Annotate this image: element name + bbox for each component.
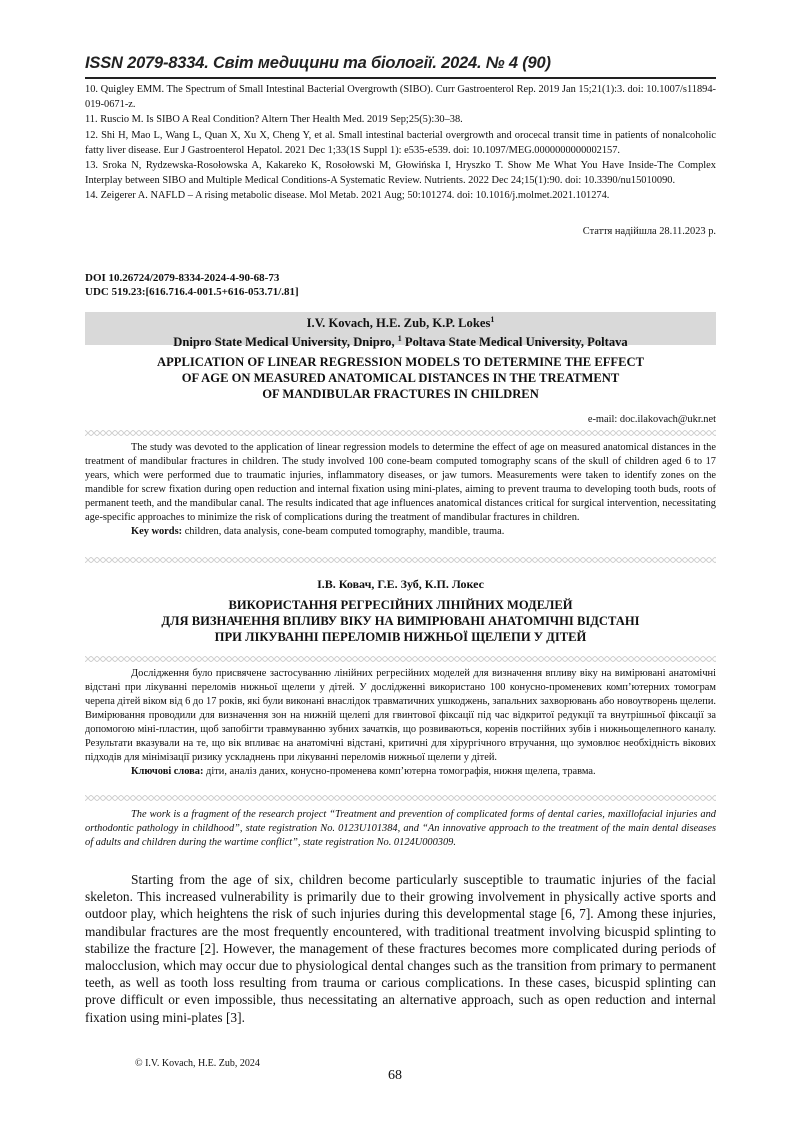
wavy-divider — [85, 557, 716, 563]
title-en-line: APPLICATION OF LINEAR REGRESSION MODELS TO DETERMINE THE EFFECT — [156, 355, 645, 369]
wavy-divider — [85, 656, 716, 662]
keywords-label: Key words: — [131, 526, 183, 537]
keywords-text: children, data analysis, cone-beam computed tomography, mandible, trauma. — [182, 526, 505, 537]
title-ua-line: ДЛЯ ВИЗНАЧЕННЯ ВПЛИВУ ВІКУ НА ВИМІРЮВАНІ АНАТОМІЧНІ ВІДСТАНІ — [161, 614, 640, 628]
wavy-divider — [85, 795, 716, 801]
header-rule — [85, 77, 716, 79]
grant-note — [85, 808, 716, 850]
reference-list — [85, 82, 716, 204]
received-date: Стаття надійшла 28.11.2023 р. — [582, 226, 716, 237]
body-text — [85, 871, 716, 1026]
keywords-ua — [85, 765, 716, 779]
abstract-ua-text: Дослідження було присвячене застосуванню лінійних регресійних моделей для визначення впливу віку на вимірювані анатомічні відстані при лікуванні переломів нижньої щелепи у дітей. У дослідженні використано 100 конусно-променевих комп’ютерних томограм черепа дітей віком від 6 до 17 років, які були виконані внаслідок травматичних ушкоджень, запальних захворювань або новоутворень щелепи. Вимірювання проводили для визначення зон на нижній щелепі для гвинтової фіксації під час відкритої редукції та внутрішньої фіксації за допомогою міні-пластин, щоб запобігти травмуванню зубних зачатків, що розвиваються, коренів постійних зубів і нижньощелепного каналу. Результати вказували на те, що вік впливає на анатомічні відстані, критичні для хірургічного втручання, що зумовлює необхідність вікових підходів для мінімізації ризику ускладнень при лікуванні переломів нижньої щелепи у дітей. — [85, 668, 716, 763]
title-en — [85, 354, 716, 402]
authors-band — [85, 312, 716, 350]
contact-email: e-mail: doc.ilakovach@ukr.net — [587, 414, 716, 425]
reference-item: 13. Sroka N, Rydzewska-Rosołowska A, Kakareko K, Rosołowski M, Głowińska I, Hryszko T. Show Me What You Have Inside-The Complex Interplay between SIBO and Multiple Medical Conditions-A Systematic Review. Nutrients. 2022 Dec 24;15(1):90. doi: 10.3390/nu15010090. — [85, 160, 716, 187]
doi: DOI 10.26724/2079-8334-2024-4-90-68-73 — [85, 272, 280, 284]
affiliation-1: Dnipro State Medical University, Dnipro, — [173, 335, 398, 350]
authors-en — [85, 312, 716, 331]
title-en-line: OF AGE ON MEASURED ANATOMICAL DISTANCES IN THE TREATMENT — [181, 371, 620, 385]
abstract-en-text: The study was devoted to the application of linear regression models to determine the effect of age on measured anatomical distances in the treatment of mandibular fractures in children. The study involved 100 cone-beam computed tomography scans of the skull of children aged 6 to 17 years, which were performed due to traumatic injuries, inflammatory diseases, or jaw tumors. Measurements were taken to identify zones on the mandible for screw fixation during open reduction and internal fixation using mini-plates, aiming to prevent trauma to developing tooth buds, roots of permanent teeth, and the mandibular canal. The results indicated that age influences anatomical distances critical for surgical intervention, necessitating age-specific approaches to minimize the risk of complications during the treatment of mandibular fractures in children. — [85, 442, 716, 523]
title-en-line: OF MANDIBULAR FRACTURES IN CHILDREN — [262, 387, 539, 401]
doi-block — [85, 271, 299, 299]
keywords-label: Ключові слова: — [131, 766, 204, 777]
affiliation-superscript: 1 — [397, 334, 402, 344]
wavy-divider — [85, 430, 716, 436]
affiliation-2: Poltava State Medical University, Poltava — [401, 335, 628, 350]
title-ua — [85, 597, 716, 645]
journal-header: ISSN 2079-8334. Світ медицини та біології. 2024. № 4 (90) — [85, 54, 551, 72]
abstract-en — [85, 441, 716, 539]
keywords-en — [85, 525, 716, 539]
reference-item: 14. Zeigerer A. NAFLD – A rising metabolic disease. Mol Metab. 2021 Aug; 50:101274. doi: 10.1016/j.molmet.2021.101274. — [85, 190, 610, 202]
keywords-text: діти, аналіз даних, конусно-променева комп’ютерна томографія, нижня щелепа, травма. — [203, 766, 596, 777]
authors-ua: І.В. Ковач, Г.Е. Зуб, К.П. Локес — [317, 577, 484, 591]
title-ua-line: ВИКОРИСТАННЯ РЕГРЕСІЙНИХ ЛІНІЙНИХ МОДЕЛЕЙ — [228, 598, 573, 612]
udc: UDC 519.23:[616.716.4-001.5+616-053.71/.81] — [85, 286, 299, 298]
copyright: © I.V. Kovach, H.E. Zub, 2024 — [135, 1058, 260, 1069]
affiliations — [85, 331, 716, 350]
grant-note-text: The work is a fragment of the research project “Treatment and prevention of complicated forms of dental caries, maxillofacial injuries and orthodontic pathology in childhood”, state registration No. 0123U101384, and “An innovative approach to the treatment of the main dental diseases of adults and children during the wartime conflict”, state registration No. 0124U000309. — [85, 809, 716, 848]
page-number: 68 — [388, 1068, 402, 1083]
author-superscript: 1 — [490, 315, 495, 324]
body-paragraph: Starting from the age of six, children become particularly susceptible to traumatic injuries of the facial skeleton. This increased vulnerability is primarily due to their growing involvement in physically active sports and outdoor play, which heightens the risk of such injuries during this developmental stage [6, 7]. Among these injuries, mandibular fractures are the most frequently encountered, with traditional treatment involving bicuspid splinting to stabilize the fracture [2]. However, the management of these fractures becomes more complicated during periods of malocclusion, which may occur due to physiological dental changes such as the transition from primary to permanent teeth, as well as tooth loss resulting from trauma or carious complications. In these cases, bicuspid splinting can prove difficult or even impossible, thus necessitating an alternative approach, such as open reduction and internal fixation using mini-plates [3]. — [85, 872, 716, 1025]
title-ua-line: ПРИ ЛІКУВАННІ ПЕРЕЛОМІВ НИЖНЬОЇ ЩЕЛЕПИ У ДІТЕЙ — [214, 630, 587, 644]
authors-en-text: I.V. Kovach, H.E. Zub, K.P. Lokes — [306, 316, 491, 331]
reference-item: 12. Shi H, Mao L, Wang L, Quan X, Xu X, Cheng Y, et al. Small intestinal bacterial overgrowth and orocecal transit time in patients of nonalcoholic fatty liver disease. Eur J Gastroenterol Hepatol. 2021 Dec 1;33(1S Suppl 1): e535-e539. doi: 10.1097/MEG.0000000000002157. — [85, 129, 716, 156]
abstract-ua — [85, 667, 716, 779]
reference-item: 11. Ruscio M. Is SIBO A Real Condition? Altern Ther Health Med. 2019 Sep;25(5):30–38. — [85, 114, 463, 126]
reference-item: 10. Quigley EMM. The Spectrum of Small Intestinal Bacterial Overgrowth (SIBO). Curr Gastroenterol Rep. 2019 Jan 15;21(1):3. doi: 10.1007/s11894-019-0671-z. — [85, 84, 716, 111]
